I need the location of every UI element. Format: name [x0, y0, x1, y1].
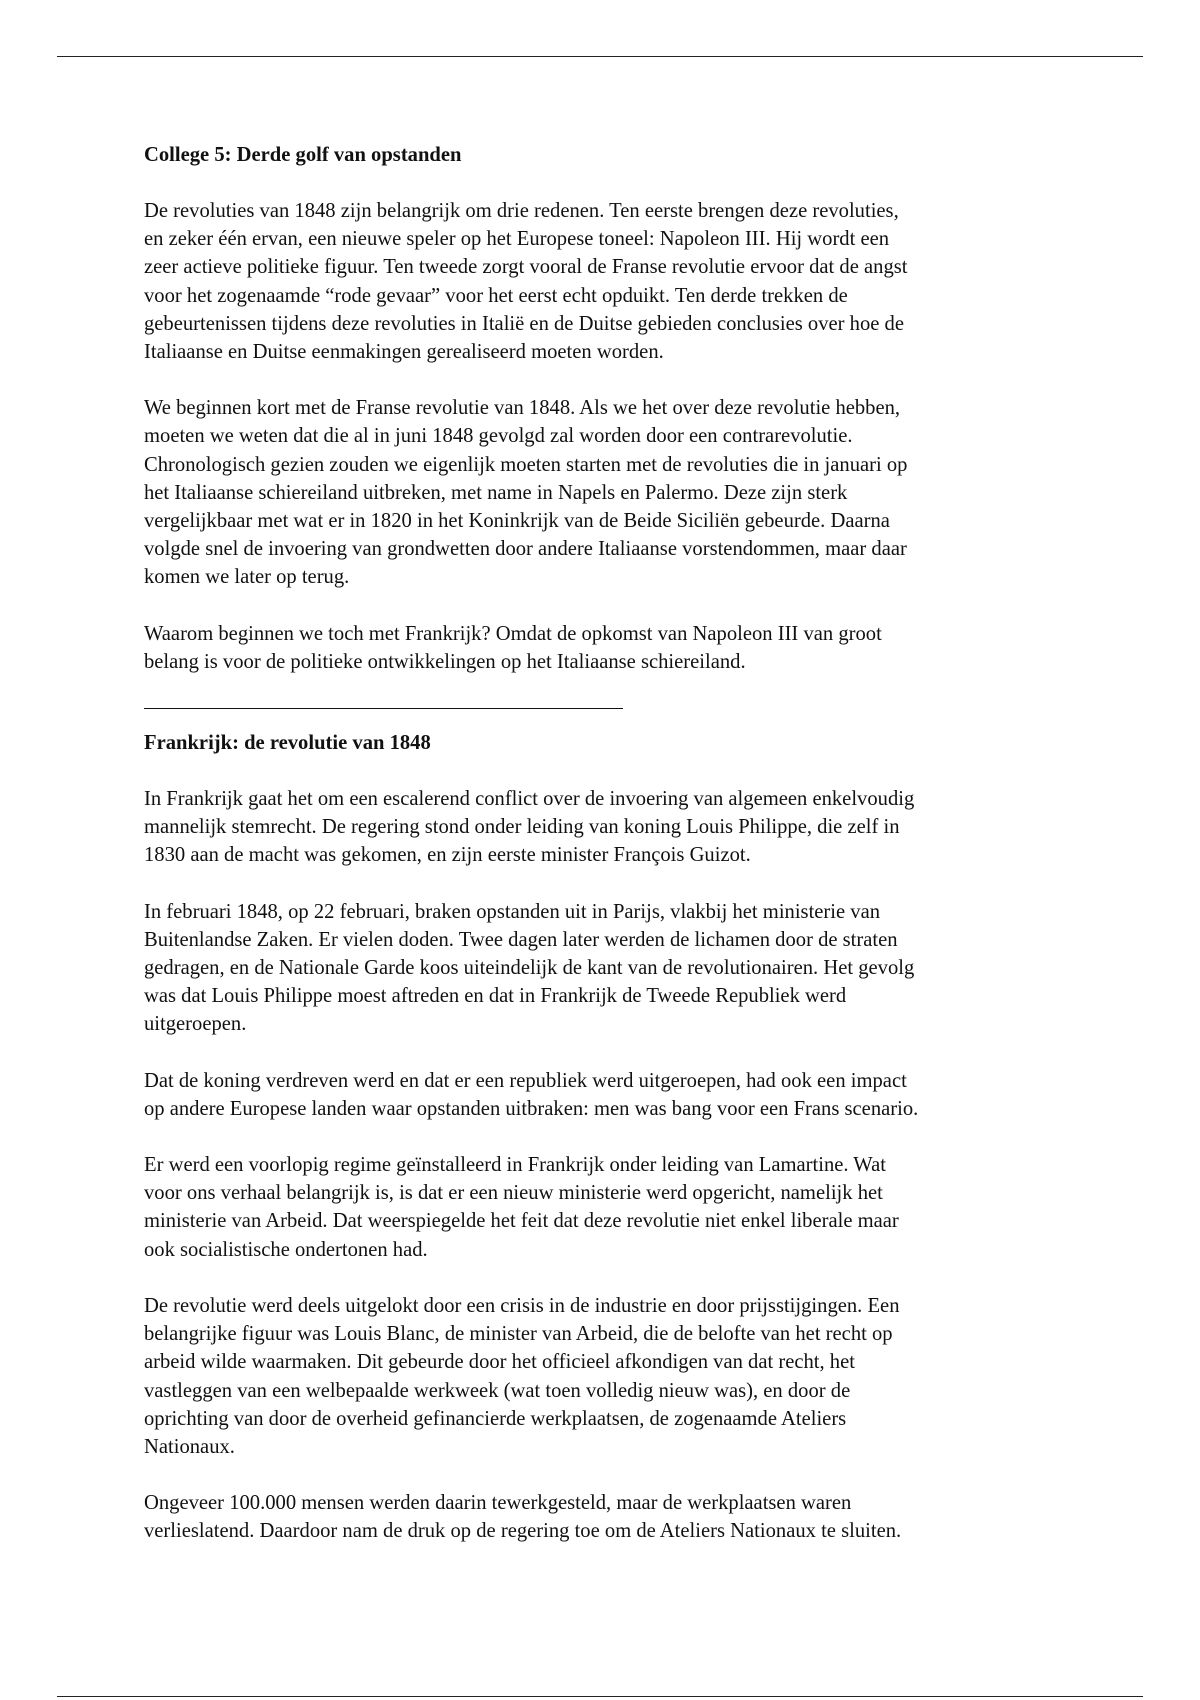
section-divider: [144, 708, 623, 709]
page-bottom-rule: [57, 1696, 1143, 1697]
section-title-college-5: College 5: Derde golf van opstanden: [144, 144, 462, 166]
paragraph-frankrijk-6: Ongeveer 100.000 mensen werden daarin tewerkgesteld, maar de werkplaatsen waren verlieslatend. Daardoor nam de druk op de regering toe om de Ateliers Nationaux te sluiten.: [144, 1492, 902, 1543]
paragraph-intro-3: Waarom beginnen we toch met Frankrijk? Omdat de opkomst van Napoleon III van groot belang is voor de politieke ontwikkelingen op het Italiaanse schiereiland.: [144, 622, 882, 673]
paragraph-frankrijk-2: In februari 1848, op 22 februari, braken opstanden uit in Parijs, vlakbij het ministerie van Buitenlandse Zaken. Er vielen doden. Twee dagen later werden de lichamen door de straten gedragen, en de Nationale Garde koos uiteindelijk de kant van de revolutionairen. Het gevolg was dat Louis Philippe moest aftreden en dat in Frankrijk de Tweede Republiek werd uitgeroepen.: [144, 900, 915, 1036]
paragraph-frankrijk-1: In Frankrijk gaat het om een escalerend conflict over de invoering van algemeen enkelvoudig mannelijk stemrecht. De regering stond onder leiding van koning Louis Philippe, die zelf in 1830 aan de macht was gekomen, en zijn eerste minister François Guizot.: [144, 788, 915, 867]
section-title-frankrijk: Frankrijk: de revolutie van 1848: [144, 732, 431, 755]
paragraph-frankrijk-5: De revolutie werd deels uitgelokt door een crisis in de industrie en door prijsstijgingen. Een belangrijke figuur was Louis Blanc, de minister van Arbeid, die de belofte van het recht op arbeid wilde waarmaken. Dit gebeurde door het officieel afkondigen van dat recht, het vastleggen van een welbepaalde werkweek (wat toen volledig nieuw was), en door de oprichting van door de overheid gefinancierde werkplaatsen, de zogenaamde Ateliers Nationaux.: [144, 1294, 900, 1458]
paragraph-frankrijk-4: Er werd een voorlopig regime geïnstalleerd in Frankrijk onder leiding van Lamartine. Wat voor ons verhaal belangrijk is, is dat er een nieuw ministerie werd opgericht, namelijk het ministerie van Arbeid. Dat weerspiegelde het feit dat deze revolutie niet enkel liberale maar ook socialistische ondertonen had.: [144, 1154, 899, 1261]
paragraph-intro-2: We beginnen kort met de Franse revolutie van 1848. Als we het over deze revolutie hebben, moeten we weten dat die al in juni 1848 gevolgd zal worden door een contrarevolutie. Chronologisch gezien zouden we eigenlijk moeten starten met de revoluties die in januari op het Italiaanse schiereiland uitbreken, met name in Napels en Palermo. Deze zijn sterk vergelijkbaar met wat er in 1820 in het Koninkrijk van de Beide Siciliën gebeurde. Daarna volgde snel de invoering van grondwetten door andere Italiaanse vorstendommen, maar daar komen we later op terug.: [144, 397, 908, 589]
document-body: [144, 141, 1064, 1546]
page-top-rule: [57, 56, 1143, 57]
paragraph-frankrijk-3: Dat de koning verdreven werd en dat er een republiek werd uitgeroepen, had ook een impact op andere Europese landen waar opstanden uitbraken: men was bang voor een Frans scenario.: [144, 1069, 919, 1120]
paragraph-intro-1: De revoluties van 1848 zijn belangrijk om drie redenen. Ten eerste brengen deze revoluties, en zeker één ervan, een nieuwe speler op het Europese toneel: Napoleon III. Hij wordt een zeer actieve politieke figuur. Ten tweede zorgt vooral de Franse revolutie ervoor dat de angst voor het zogenaamde “rode gevaar” voor het eerst echt opduikt. Ten derde trekken de gebeurtenissen tijdens deze revoluties in Italië en de Duitse gebieden conclusies over hoe de Italiaanse en Duitse eenmakingen gerealiseerd moeten worden.: [144, 200, 908, 364]
